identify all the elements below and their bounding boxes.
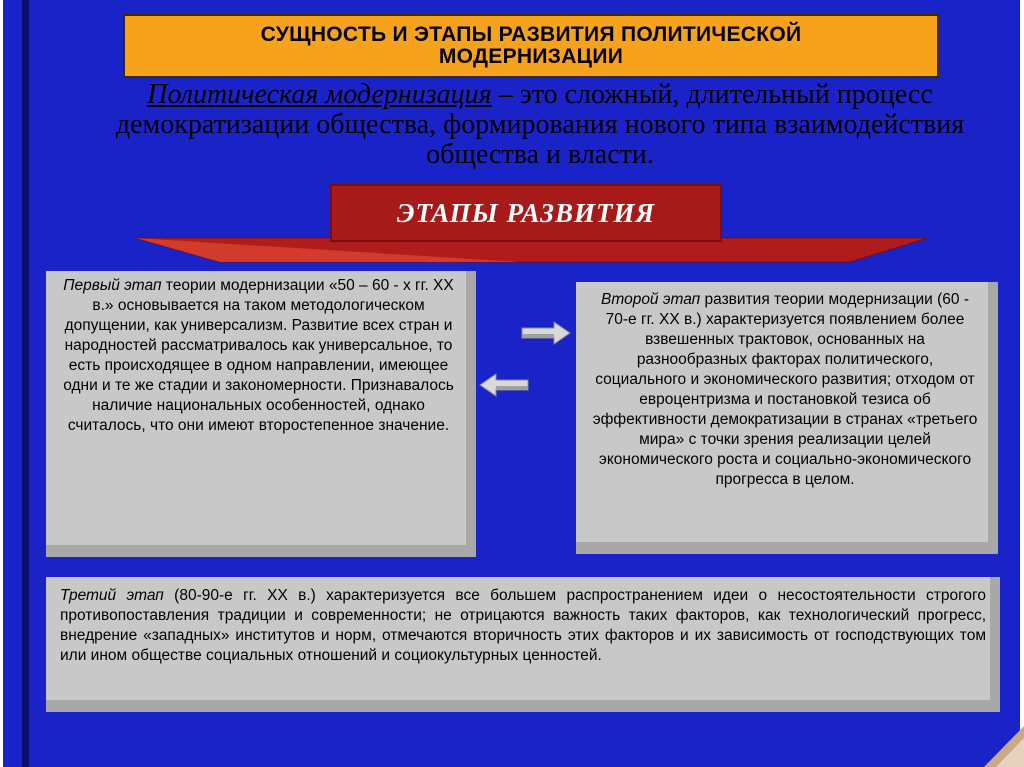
box-shadow-bottom [46, 700, 1000, 712]
stage-3-text [60, 586, 986, 666]
stage-2-body: развития теории модернизации (60 - 70-е гг. XX в.) характеризуется появлением более взвешенных трактовок, основанных на разнообразных факторах политического, социального и экономического развития; отходом от евроцентризма и постановкой тезиса об эффективности демократизации в странах «третьего мира» с точки зрения реализации целей экономического роста и социально-экономического прогресса в целом. [592, 291, 978, 488]
box-shadow-right [990, 577, 1000, 712]
definition-text: – это сложный, длительный процесс демократизации общества, формирования нового типа взаимодействия общества и власти. [115, 79, 965, 170]
box-shadow-bottom [576, 542, 998, 554]
box-shadow-bottom [46, 545, 476, 557]
corner-decoration [984, 726, 1024, 767]
definition-term: Политическая модернизация [147, 79, 492, 110]
stage-1-text [56, 276, 461, 436]
arrow-left-icon [478, 372, 530, 398]
stage-3-body: (80-90-е гг. XX в.) характеризуется все большем распространением идеи о несостоятельности строгого противопоставления традиции и современности; не отрицаются важность таких факторов, как технологический прогресс, внедрение «западных» институтов и норм, отмечаются вторичность этих факторов и их зависимость от господствующих том или ином обществе социальных отношений и социокультурных ценностей. [60, 587, 986, 664]
title-line-1: СУЩНОСТЬ И ЭТАПЫ РАЗВИТИЯ ПОЛИТИЧЕСКОЙ [260, 23, 802, 46]
stage-2-box [576, 282, 998, 554]
title-line-2: МОДЕРНИЗАЦИИ [438, 45, 624, 68]
banner-label: ЭТАПЫ РАЗВИТИЯ [396, 197, 656, 228]
box-shadow-right [466, 271, 476, 557]
stage-2-lead: Второй этап [601, 291, 701, 308]
stage-2-text [590, 290, 980, 490]
stages-banner [330, 184, 722, 242]
box-shadow-right [988, 282, 998, 554]
stage-1-lead: Первый этап [63, 277, 162, 294]
stage-3-box [46, 577, 1000, 712]
arrow-right-icon [520, 320, 572, 346]
stage-3-lead: Третий этап [60, 587, 164, 604]
stage-1-body: теории модернизации «50 – 60 - х гг. XX в.» основывается на таком методологическом допущении, как универсализм. Развитие всех стран и народностей рассматривалось как универсальное, то есть происходящее в одном направлении, имеющее одни и те же стадии и закономерности. Признавалось наличие национальных особенностей, однако считалось, что они имеют второстепенное значение. [63, 277, 454, 434]
stage-1-box [46, 271, 476, 557]
